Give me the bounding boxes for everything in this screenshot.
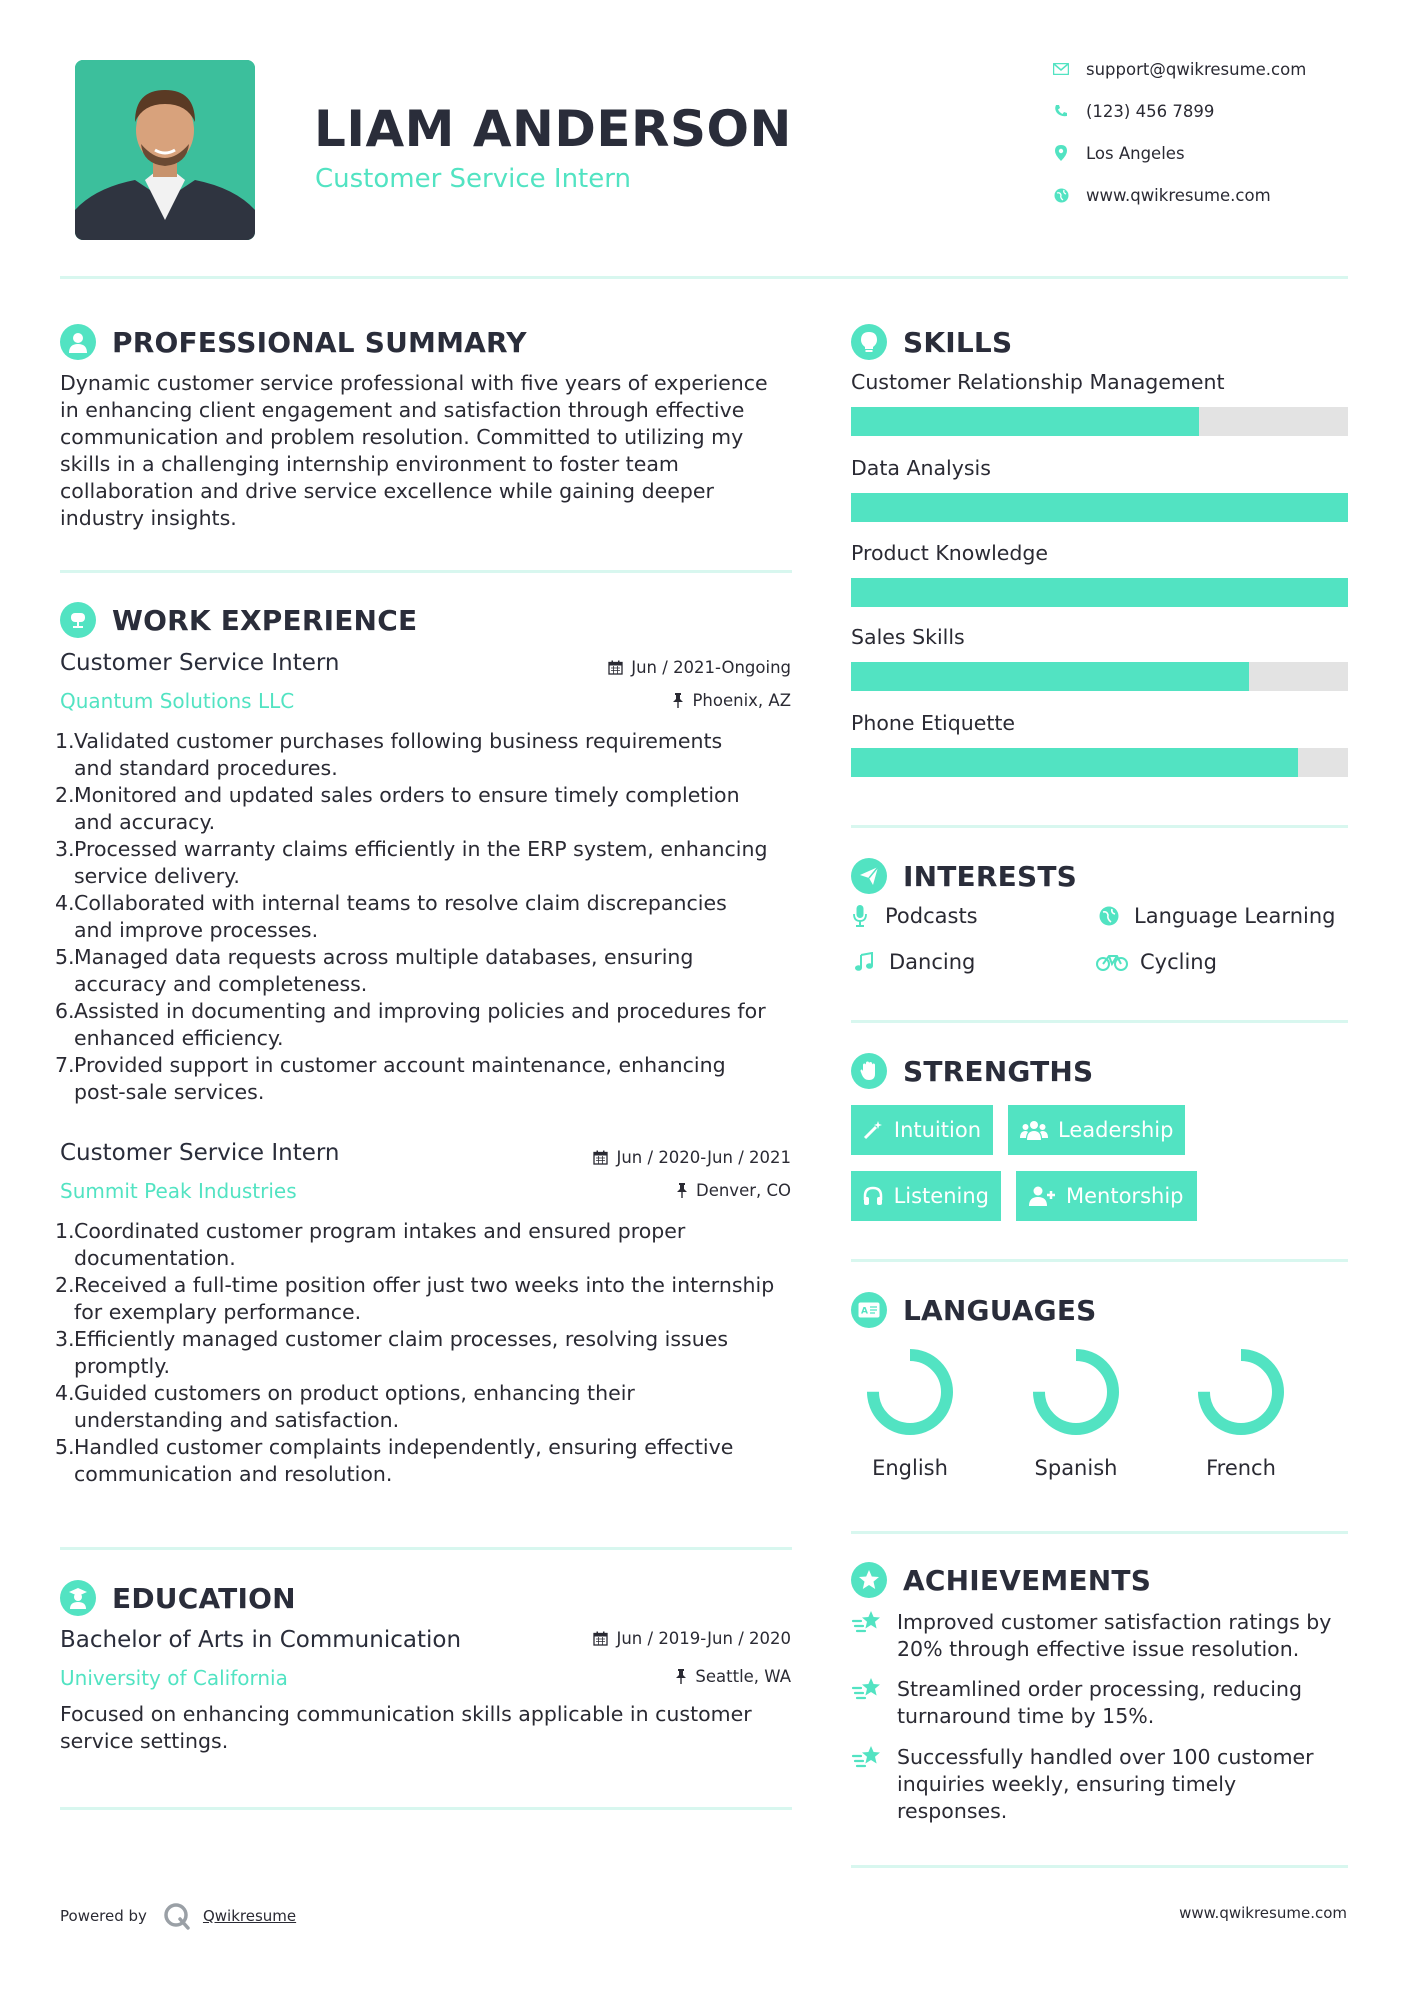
duty-line: and standard procedures. [74, 756, 338, 780]
duty-line: Validated customer purchases following business requirements [74, 729, 723, 753]
microphone-icon [847, 904, 873, 928]
profile-photo [75, 60, 255, 240]
duty-item [55, 782, 805, 836]
school-name: University of California [60, 1666, 288, 1690]
header-divider [60, 276, 1348, 279]
job-duties [55, 1218, 805, 1488]
achievement-item [851, 1744, 1348, 1825]
skill-label: Product Knowledge [851, 541, 1049, 565]
duty-line: Efficiently managed customer claim processes, resolving issues [74, 1327, 729, 1351]
language-ring [860, 1342, 960, 1442]
skill-item [851, 370, 1348, 456]
strength-label: Leadership [1058, 1118, 1174, 1142]
duty-line: understanding and satisfaction. [74, 1408, 400, 1432]
duty-number: 3. [55, 1327, 75, 1351]
interest-label: Dancing [889, 950, 976, 974]
duty-item [55, 944, 805, 998]
music-note-icon [851, 950, 877, 974]
phone-icon [1052, 102, 1070, 120]
shooting-star-icon [851, 1607, 885, 1637]
users-icon [1020, 1119, 1048, 1141]
summary-header [60, 324, 527, 360]
language-label: French [1206, 1456, 1276, 1480]
skills-divider [851, 825, 1348, 828]
summary-line: communication and problem resolution. Committed to utilizing my [60, 425, 744, 449]
briefcase-icon [60, 602, 96, 638]
duty-item [55, 1052, 805, 1106]
candidate-name: LIAM ANDERSON [314, 100, 792, 158]
summary-divider [60, 570, 792, 573]
achievement-item [851, 1676, 1348, 1730]
skill-label: Data Analysis [851, 456, 991, 480]
summary-line: Dynamic customer service professional with five years of experience [60, 371, 768, 395]
duty-item [55, 728, 805, 782]
education-line: service settings. [60, 1729, 229, 1753]
globe-icon [1096, 904, 1122, 928]
duty-line: promptly. [74, 1354, 170, 1378]
achievement-text [897, 1676, 1302, 1730]
pushpin-icon [672, 693, 684, 708]
duty-item [55, 1218, 805, 1272]
languages-title: LANGUAGES [903, 1293, 1097, 1327]
language-card-icon [851, 1292, 887, 1328]
duty-line: service delivery. [74, 864, 240, 888]
skill-bar [851, 748, 1348, 777]
summary-line: in enhancing client engagement and satisfaction through effective [60, 398, 745, 422]
language-ring [1191, 1342, 1291, 1442]
headphones-icon [863, 1185, 884, 1207]
user-icon [60, 324, 96, 360]
language-item [1011, 1342, 1141, 1480]
job-dates [593, 1148, 791, 1167]
svg-text:A: A [861, 1306, 868, 1317]
achievement-text [897, 1609, 1331, 1663]
achievements-divider [851, 1865, 1348, 1868]
interests-title: INTERESTS [903, 859, 1077, 893]
skill-label: Phone Etiquette [851, 711, 1016, 735]
achievement-line: Successfully handled over 100 customer [897, 1745, 1314, 1769]
job-duties [55, 728, 805, 1106]
language-label: English [872, 1456, 948, 1480]
job-location [672, 691, 791, 710]
summary-title: PROFESSIONAL SUMMARY [112, 325, 527, 359]
education-location-text: Seattle, WA [695, 1667, 791, 1686]
shooting-star-icon [851, 1742, 885, 1772]
contact-phone[interactable] [1052, 99, 1352, 123]
skill-fill [851, 407, 1199, 436]
interest-item [1096, 950, 1217, 974]
summary-line: collaboration and drive service excellence while gaining deeper [60, 479, 714, 503]
duty-line: Received a full-time position offer just two weeks into the internship [74, 1273, 775, 1297]
achievement-line: inquiries weekly, ensuring timely [897, 1772, 1237, 1796]
achievement-line: Improved customer satisfaction ratings by [897, 1610, 1332, 1634]
skill-bar [851, 493, 1348, 522]
job-dates [608, 658, 791, 677]
duty-number: 3. [55, 837, 75, 861]
calendar-icon [593, 1631, 608, 1646]
language-item [845, 1342, 975, 1480]
job-dates-text: Jun / 2021-Ongoing [631, 658, 791, 677]
strength-tag [851, 1105, 993, 1155]
skill-label: Customer Relationship Management [851, 370, 1225, 394]
contact-email[interactable] [1052, 57, 1352, 81]
education-divider [60, 1807, 792, 1810]
strength-tag [1008, 1105, 1185, 1155]
duty-line: Guided customers on product options, enhancing their [74, 1381, 635, 1405]
candidate-role: Customer Service Intern [315, 164, 631, 194]
work-title: WORK EXPERIENCE [112, 603, 418, 637]
duty-item [55, 1434, 805, 1488]
education-header [60, 1580, 296, 1616]
contact-website[interactable] [1052, 183, 1352, 207]
skill-item [851, 541, 1348, 625]
bicycle-icon [1096, 950, 1128, 974]
interests-header [851, 858, 1077, 894]
education-dates-text: Jun / 2019-Jun / 2020 [616, 1629, 791, 1648]
achievements-header [851, 1562, 1151, 1598]
work-divider [60, 1547, 792, 1550]
duty-line: post-sale services. [74, 1080, 265, 1104]
footer-url[interactable]: www.qwikresume.com [1179, 1904, 1347, 1922]
location-text: Los Angeles [1086, 143, 1185, 163]
duty-line: Monitored and updated sales orders to ensure timely completion [74, 783, 740, 807]
skill-label: Sales Skills [851, 625, 965, 649]
strength-label: Intuition [893, 1118, 981, 1142]
duty-number: 2. [55, 783, 75, 807]
language-item [1176, 1342, 1306, 1480]
education-description [60, 1701, 800, 1755]
strengths-divider [851, 1259, 1348, 1262]
job-title: Customer Service Intern [60, 650, 340, 676]
duty-number: 4. [55, 1381, 75, 1405]
degree-title: Bachelor of Arts in Communication [60, 1627, 462, 1653]
skill-fill [851, 578, 1348, 607]
summary-text [60, 370, 800, 532]
calendar-icon [608, 660, 623, 675]
duty-number: 2. [55, 1273, 75, 1297]
achievements-title: ACHIEVEMENTS [903, 1563, 1152, 1597]
language-ring [1026, 1342, 1126, 1442]
pushpin-icon [676, 1183, 688, 1198]
duty-item [55, 1380, 805, 1434]
job-location-text: Denver, CO [695, 1181, 791, 1200]
strength-label: Mentorship [1066, 1184, 1184, 1208]
strength-tag [851, 1171, 1001, 1221]
globe-icon [1052, 186, 1070, 204]
duty-item [55, 998, 805, 1052]
duty-number: 1. [55, 729, 75, 753]
language-label: Spanish [1034, 1456, 1118, 1480]
duty-number: 5. [55, 1435, 75, 1459]
qwikresume-logo-icon [163, 1902, 191, 1930]
interest-item [851, 950, 975, 974]
duty-line: Assisted in documenting and improving policies and procedures for [74, 999, 766, 1023]
duty-item [55, 890, 805, 944]
skill-item [851, 625, 1348, 711]
interest-label: Podcasts [885, 904, 978, 928]
duty-line: Processed warranty claims efficiently in the ERP system, enhancing [74, 837, 768, 861]
strength-tag [1016, 1171, 1197, 1221]
skill-fill [851, 748, 1298, 777]
job-location-text: Phoenix, AZ [692, 691, 791, 710]
email-icon [1052, 60, 1070, 78]
achievement-item [851, 1609, 1348, 1663]
interest-item [1096, 904, 1335, 928]
duty-line: Coordinated customer program intakes and ensured proper [74, 1219, 686, 1243]
work-header [60, 602, 417, 638]
website-text: www.qwikresume.com [1086, 185, 1271, 205]
phone-text: (123) 456 7899 [1086, 101, 1215, 121]
summary-line: industry insights. [60, 506, 237, 530]
duty-line: and accuracy. [74, 810, 216, 834]
achievement-text [897, 1744, 1314, 1825]
languages-header [851, 1292, 1097, 1328]
duty-number: 5. [55, 945, 75, 969]
footer-powered-by [60, 1902, 296, 1930]
languages-divider [851, 1531, 1348, 1534]
calendar-icon [593, 1150, 608, 1165]
duty-line: and improve processes. [74, 918, 319, 942]
job-dates-text: Jun / 2020-Jun / 2021 [616, 1148, 791, 1167]
education-line: Focused on enhancing communication skills applicable in customer [60, 1702, 752, 1726]
powered-by-text: Powered by [60, 1907, 147, 1925]
duty-number: 1. [55, 1219, 75, 1243]
paper-plane-icon [851, 858, 887, 894]
duty-number: 6. [55, 999, 75, 1023]
qwikresume-link[interactable]: Qwikresume [202, 1907, 297, 1925]
education-title: EDUCATION [112, 1581, 296, 1615]
interests-divider [851, 1020, 1348, 1023]
strengths-header [851, 1053, 1093, 1089]
duty-line: documentation. [74, 1246, 236, 1270]
interest-item [847, 904, 978, 928]
duty-item [55, 836, 805, 890]
magic-wand-icon [863, 1119, 884, 1141]
skills-title: SKILLS [903, 325, 1013, 359]
job-company: Quantum Solutions LLC [60, 689, 295, 713]
strength-label: Listening [893, 1184, 989, 1208]
skill-item [851, 456, 1348, 541]
skill-bar [851, 662, 1348, 691]
skill-fill [851, 493, 1348, 522]
achievement-line: 20% through effective issue resolution. [897, 1637, 1300, 1661]
duty-line: Managed data requests across multiple databases, ensuring [74, 945, 694, 969]
skills-list [851, 370, 1348, 777]
shooting-star-icon [851, 1674, 885, 1704]
graduate-icon [60, 1580, 96, 1616]
interest-label: Cycling [1140, 950, 1217, 974]
contact-location [1052, 141, 1352, 165]
email-text: support@qwikresume.com [1086, 59, 1307, 79]
achievement-line: turnaround time by 15%. [897, 1704, 1155, 1728]
achievement-line: responses. [897, 1799, 1008, 1823]
duty-line: accuracy and completeness. [74, 972, 368, 996]
duty-line: Provided support in customer account maintenance, enhancing [74, 1053, 726, 1077]
education-location [675, 1667, 791, 1686]
duty-item [55, 1272, 805, 1326]
skill-item [851, 711, 1348, 777]
raised-hand-icon [851, 1053, 887, 1089]
duty-line: Handled customer complaints independently, ensuring effective [74, 1435, 734, 1459]
duty-number: 4. [55, 891, 75, 915]
duty-line: Collaborated with internal teams to resolve claim discrepancies [74, 891, 727, 915]
duty-line: enhanced efficiency. [74, 1026, 284, 1050]
strengths-title: STRENGTHS [903, 1054, 1094, 1088]
skill-bar [851, 407, 1348, 436]
job-company: Summit Peak Industries [60, 1179, 297, 1203]
skill-bar [851, 578, 1348, 607]
pushpin-icon [675, 1669, 687, 1684]
duty-line: communication and resolution. [74, 1462, 393, 1486]
education-dates [593, 1629, 791, 1648]
duty-number: 7. [55, 1053, 75, 1077]
location-pin-icon [1052, 144, 1070, 162]
job-location [676, 1181, 791, 1200]
star-badge-icon [851, 1562, 887, 1598]
job-title: Customer Service Intern [60, 1140, 340, 1166]
skills-header [851, 324, 1012, 360]
skill-fill [851, 662, 1249, 691]
summary-line: skills in a challenging internship environment to foster team [60, 452, 679, 476]
duty-line: for exemplary performance. [74, 1300, 362, 1324]
lightbulb-icon [851, 324, 887, 360]
duty-item [55, 1326, 805, 1380]
interest-label: Language Learning [1134, 904, 1336, 928]
user-plus-icon [1028, 1185, 1056, 1207]
achievement-line: Streamlined order processing, reducing [897, 1677, 1302, 1701]
